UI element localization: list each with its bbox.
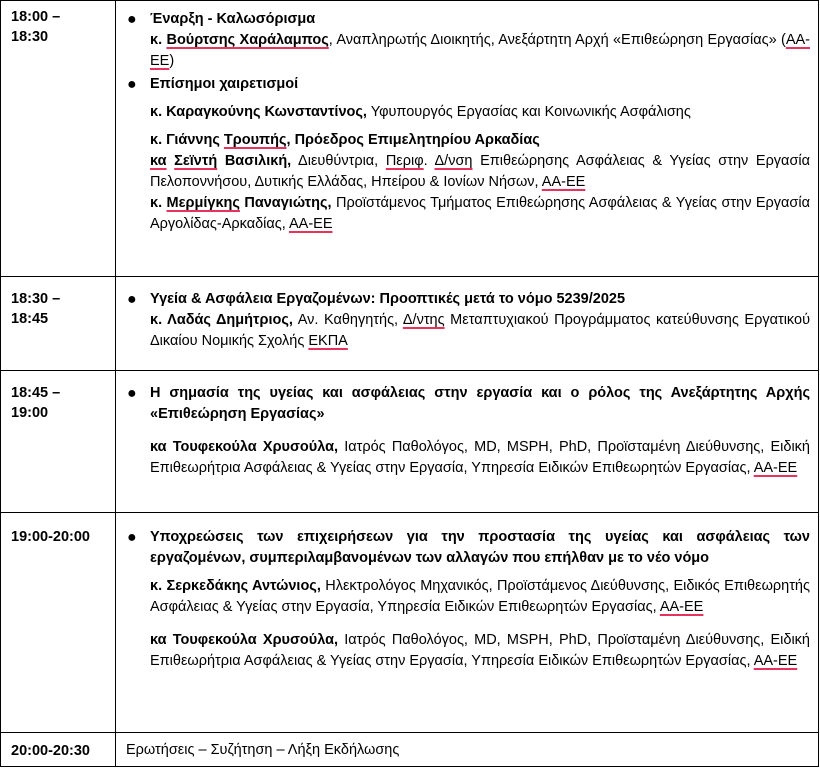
time-cell: [1, 371, 116, 513]
item-title: Υγεία & Ασφάλεια Εργαζομένων: Προοπτικές μετά το νόμο 5239/2025: [150, 291, 626, 307]
agenda-item: [116, 74, 818, 235]
agenda-row-3: [1, 371, 819, 513]
time-cell: [1, 277, 116, 371]
item-title: Επίσημοι χαιρετισμοί: [150, 76, 299, 92]
speaker: κ. Καραγκούνης Κωνσταντίνος, Υφυπουργός Εργασίας και Κοινωνικής Ασφάλισης: [150, 104, 691, 120]
speaker: κα Τουφεκούλα Χρυσούλα, Ιατρός Παθολόγος, MD, MSPH, PhD, Προϊσταμένη Διεύθυνσης, Ειδική Επιθεωρήτρια Ασφάλειας & Υγείας στην Εργασία, Υπηρεσία Ειδικών Επιθεωρητών Εργασίας, ΑΑ-ΕΕ: [150, 632, 810, 669]
time-end: 18:45: [11, 311, 49, 327]
content-cell: [116, 277, 819, 371]
bullet-icon: ●: [127, 291, 137, 308]
content-cell: [116, 1, 819, 277]
agenda-row-final: [1, 733, 819, 767]
item-title: Έναρξη - Καλωσόρισμα: [150, 11, 316, 27]
time-start: 18:00 –: [11, 9, 61, 25]
time-start: 18:45 –: [11, 385, 61, 401]
agenda-item: [116, 9, 818, 72]
speaker: κ. Λαδάς Δημήτριος, Αν. Καθηγητής, Δ/ντης Μεταπτυχιακού Προγράμματος κατεύθυνσης Εργατικού Δικαίου Νομικής Σχολής ΕΚΠΑ: [150, 312, 810, 349]
time-cell: [1, 733, 116, 767]
agenda-item: [116, 527, 818, 672]
time-end: 18:30: [11, 29, 49, 45]
bullet-icon: ●: [127, 385, 137, 402]
agenda-row-2: [1, 277, 819, 371]
agenda-item: [116, 383, 818, 479]
bullet-icon: ●: [127, 76, 137, 93]
speaker: κα Τουφεκούλα Χρυσούλα, Ιατρός Παθολόγος, MD, MSPH, PhD, Προϊσταμένη Διεύθυνσης, Ειδική Επιθεωρήτρια Ασφάλειας & Υγείας στην Εργασία, Υπηρεσία Ειδικών Επιθεωρητών Εργασίας, ΑΑ-ΕΕ: [150, 439, 810, 476]
time-start: 19:00-20:00: [11, 529, 90, 545]
speaker: κ. Γιάννης Τρουπής, Πρόεδρος Επιμελητηρίου Αρκαδίας: [150, 132, 540, 148]
time-start: 18:30 –: [11, 291, 61, 307]
item-title: Η σημασία της υγείας και ασφάλειας στην εργασία και ο ρόλος της Ανεξάρτητης Αρχής «Επιθεώρηση Εργασίας»: [150, 385, 810, 422]
time-range: 20:00-20:30: [11, 743, 90, 759]
time-end: 19:00: [11, 405, 49, 421]
bullet-icon: ●: [127, 11, 137, 28]
speaker: κα Σεϊντή Βασιλική, Διευθύντρια, Περιφ. Δ/νση Επιθεώρησης Ασφάλειας & Υγείας στην Εργασία Πελοποννήσου, Δυτικής Ελλάδας, Ηπείρου & Ιονίων Νήσων, ΑΑ-ΕΕ: [150, 153, 810, 190]
bullet-icon: ●: [127, 529, 137, 546]
time-cell: [1, 1, 116, 277]
item-title: Υποχρεώσεις των επιχειρήσεων για την προστασία της υγείας και ασφάλειας των εργαζομένων, συμπεριλαμβανομένων των αλλαγών που επήλθαν με το νέο νόμο: [150, 529, 810, 566]
content-cell: [116, 371, 819, 513]
speaker: κ. Σερκεδάκης Αντώνιος, Ηλεκτρολόγος Μηχανικός, Προϊστάμενος Διεύθυνσης, Ειδικός Επιθεωρητής Ασφάλειας & Υγείας στην Εργασία, Υπηρεσία Ειδικών Επιθεωρητών Εργασίας, ΑΑ-ΕΕ: [150, 578, 810, 615]
content-cell: [116, 733, 819, 767]
content-cell: [116, 513, 819, 733]
speaker: κ. Μερμίγκης Παναγιώτης, Προϊστάμενος Τμήματος Επιθεώρησης Ασφάλειας & Υγείας στην Εργασία Αργολίδας-Αρκαδίας, ΑΑ-ΕΕ: [150, 195, 810, 232]
closing-text: Ερωτήσεις – Συζήτηση – Λήξη Εκδήλωσης: [126, 742, 400, 758]
speaker: κ. Βούρτσης Χαράλαμπος, Αναπληρωτής Διοικητής, Ανεξάρτητη Αρχή «Επιθεώρηση Εργασίας» (ΑΑ-ΕΕ): [150, 32, 810, 69]
time-cell: [1, 513, 116, 733]
agenda-row-1: [1, 1, 819, 277]
agenda-item: [116, 289, 818, 352]
agenda-row-4: [1, 513, 819, 733]
